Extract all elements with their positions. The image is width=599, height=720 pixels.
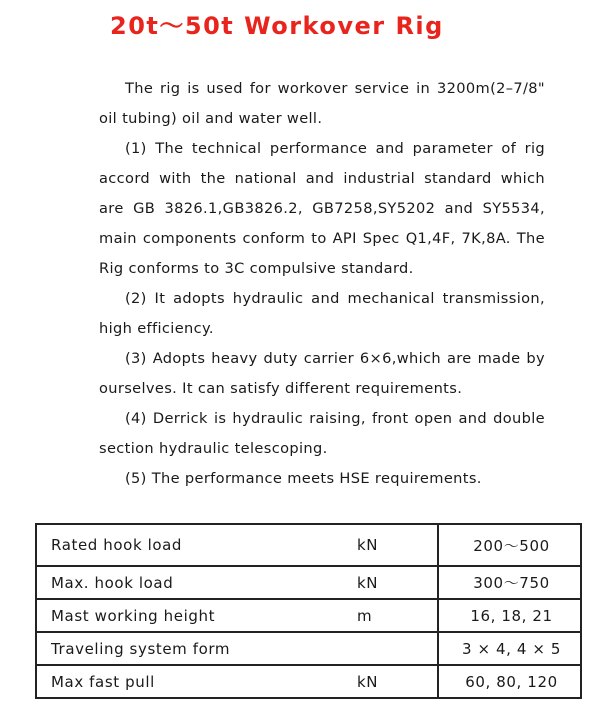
table-row bbox=[36, 632, 581, 665]
table-row bbox=[36, 599, 581, 632]
spec-table bbox=[35, 523, 582, 699]
spec-value: 300～750 bbox=[438, 566, 581, 599]
spec-name: Mast working height bbox=[36, 599, 357, 632]
spec-name: Traveling system form bbox=[36, 632, 357, 665]
spec-name: Max. hook load bbox=[36, 566, 357, 599]
spec-unit: kN bbox=[357, 524, 438, 566]
spec-name: Rated hook load bbox=[36, 524, 357, 566]
spec-unit: kN bbox=[357, 665, 438, 698]
description-body bbox=[99, 74, 545, 494]
spec-value: 200～500 bbox=[438, 524, 581, 566]
spec-unit bbox=[357, 632, 438, 665]
spec-unit: kN bbox=[357, 566, 438, 599]
table-row bbox=[36, 566, 581, 599]
spec-value: 3 × 4, 4 × 5 bbox=[438, 632, 581, 665]
page-title: 20t～50t Workover Rig bbox=[110, 12, 444, 40]
paragraph-transmission: (2) It adopts hydraulic and mechanical transmission, high efficiency. bbox=[99, 290, 545, 337]
spec-value: 60, 80, 120 bbox=[438, 665, 581, 698]
paragraph-intro: The rig is used for workover service in 3200m(2–7/8" oil tubing) oil and water well. bbox=[99, 80, 545, 127]
paragraph-carrier: (3) Adopts heavy duty carrier 6×6,which are made by ourselves. It can satisfy different requirements. bbox=[99, 350, 545, 397]
paragraph-derrick: (4) Derrick is hydraulic raising, front open and double section hydraulic telescoping. bbox=[99, 410, 545, 457]
paragraph-standards: (1) The technical performance and parameter of rig accord with the national and industrial standard which are GB 3826.1,GB3826.2, GB7258,SY5202 and SY5534, main components conform to API Spec Q1,4F, 7K,8A. The Rig conforms to 3C compulsive standard. bbox=[99, 140, 545, 277]
table-row bbox=[36, 665, 581, 698]
table-row bbox=[36, 524, 581, 566]
paragraph-hse: (5) The performance meets HSE requirements. bbox=[125, 470, 482, 487]
spec-unit: m bbox=[357, 599, 438, 632]
spec-name: Max fast pull bbox=[36, 665, 357, 698]
spec-value: 16, 18, 21 bbox=[438, 599, 581, 632]
